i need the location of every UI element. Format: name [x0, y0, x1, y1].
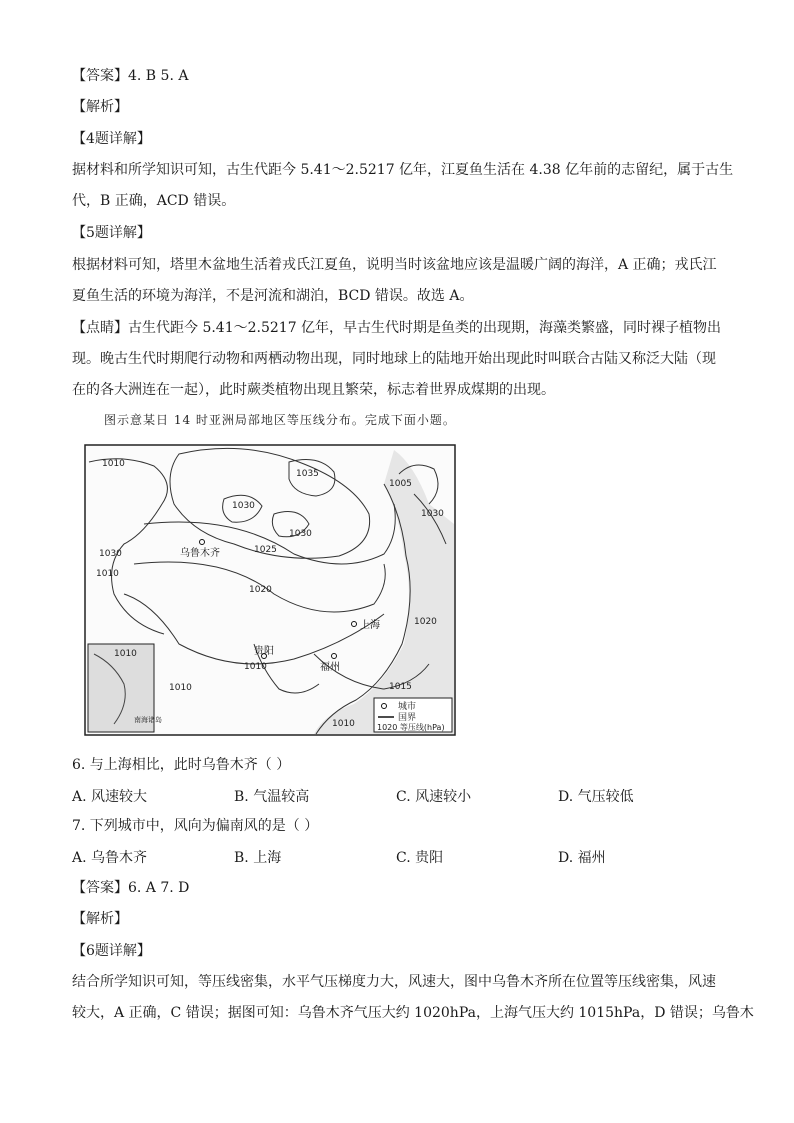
- q5-detail-heading: 【5题详解】: [72, 225, 151, 241]
- isobar-label: 1010: [102, 459, 125, 469]
- q5-detail-line-2: 夏鱼生活的环境为海洋，不是河流和湖泊，BCD 错误。故选 A。: [72, 288, 474, 304]
- isobar-label: 1030: [421, 509, 444, 519]
- city-urumqi: 乌鲁木齐: [180, 548, 220, 559]
- isobar-label: 1030: [289, 529, 312, 539]
- q4-detail-line-1: 据材料和所学知识可知，古生代距今 5.41～2.5217 亿年，江夏鱼生活在 4.38 亿年前的志留纪，属于古生: [72, 162, 734, 178]
- isobar-label: 1035: [296, 469, 319, 479]
- isobar-label: 1005: [389, 479, 412, 489]
- figure-caption: 图示意某日 14 时亚洲局部地区等压线分布。完成下面小题。: [104, 413, 456, 427]
- q6-detail-heading: 【6题详解】: [72, 943, 151, 959]
- isobar-label: 1010: [332, 719, 355, 729]
- legend-isobar-label: 1020 等压线(hPa): [377, 723, 445, 732]
- map-legend: [374, 698, 452, 732]
- q6-option-d: D. 气压较低: [558, 789, 634, 805]
- q7-option-b: B. 上海: [234, 850, 282, 866]
- tip-line-1: 【点睛】古生代距今 5.41～2.5217 亿年，早古生代时期是鱼类的出现期，海藻类繁盛，同时裸子植物出: [72, 320, 722, 336]
- city-fuzhou: 福州: [320, 662, 340, 673]
- q6-option-b: B. 气温较高: [234, 789, 310, 805]
- q7-option-c: C. 贵阳: [396, 850, 444, 866]
- answer-4-5: 【答案】4. B 5. A: [72, 68, 189, 84]
- legend-city-label: 城市: [398, 702, 417, 712]
- isobar-label: 1020: [414, 617, 437, 627]
- q4-detail-line-2: 代，B 正确，ACD 错误。: [72, 193, 236, 209]
- q6-option-a: A. 风速较大: [72, 789, 148, 805]
- q6-detail-line-1: 结合所学知识可知，等压线密集，水平气压梯度力大，风速大，图中乌鲁木齐所在位置等压线密集，风速: [72, 974, 716, 990]
- q6-stem: 6. 与上海相比，此时乌鲁木齐（ ）: [72, 757, 291, 773]
- q5-detail-line-1: 根据材料可知，塔里木盆地生活着戎氏江夏鱼，说明当时该盆地应该是温暖广阔的海洋，A 正确；戎氏江: [72, 257, 717, 273]
- city-guiyang: 贵阳: [254, 646, 274, 657]
- q7-option-d: D. 福州: [558, 850, 606, 866]
- q7-option-a: A. 乌鲁木齐: [72, 850, 148, 866]
- isobar-label: 1030: [99, 549, 122, 559]
- isobar-label: 1020: [249, 585, 272, 595]
- isobar-label: 1010: [169, 683, 192, 693]
- tip-line-3: 在的各大洲连在一起），此时蕨类植物出现且繁荣，标志着世界成煤期的出现。: [72, 382, 555, 398]
- analysis-heading-2: 【解析】: [72, 911, 128, 927]
- inset-isobar-label: 1010: [114, 649, 137, 659]
- q6-detail-line-2: 较大，A 正确，C 错误；据图可知：乌鲁木齐气压大约 1020hPa，上海气压大约 1015hPa，D 错误；乌鲁木: [72, 1005, 754, 1021]
- south-china-sea-inset: [88, 644, 162, 732]
- city-shanghai: 上海: [360, 620, 380, 631]
- q4-detail-heading: 【4题详解】: [72, 131, 151, 147]
- answer-6-7: 【答案】6. A 7. D: [72, 880, 190, 896]
- legend-border-label: 国界: [398, 713, 417, 723]
- inset-label: 南海诸岛: [134, 716, 162, 724]
- isobar-label: 1010: [244, 662, 267, 672]
- tip-line-2: 现。晚古生代时期爬行动物和两栖动物出现，同时地球上的陆地开始出现此时叫联合古陆又称泛大陆（现: [72, 351, 716, 367]
- isobar-label: 1015: [389, 682, 412, 692]
- q7-stem: 7. 下列城市中，风向为偏南风的是（ ）: [72, 818, 319, 834]
- analysis-heading-1: 【解析】: [72, 99, 128, 115]
- isobar-map: [84, 444, 456, 736]
- isobar-label: 1030: [232, 501, 255, 511]
- isobar-label: 1010: [96, 569, 119, 579]
- q6-option-c: C. 风速较小: [396, 789, 472, 805]
- isobar-label: 1025: [254, 545, 277, 555]
